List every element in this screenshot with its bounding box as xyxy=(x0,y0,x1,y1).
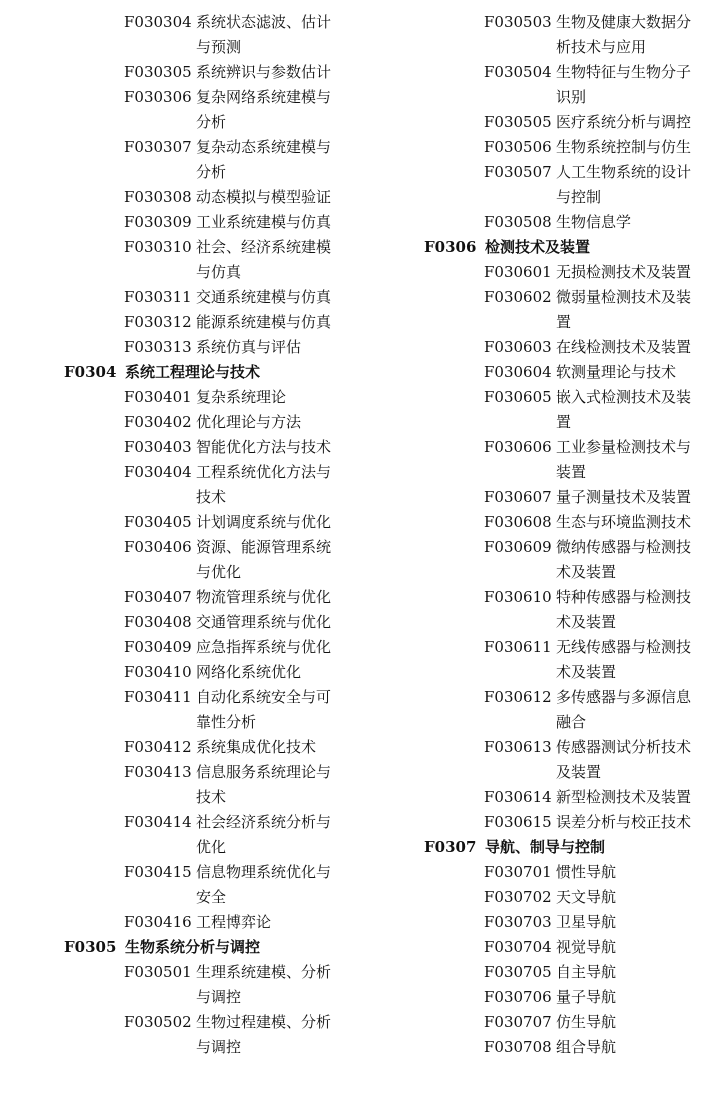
list-item xyxy=(424,435,714,485)
item-code: F030401 xyxy=(124,388,192,406)
list-item xyxy=(424,210,714,235)
item-code: F030307 xyxy=(124,138,192,156)
item-code: F030310 xyxy=(124,238,192,256)
section-code: F0307 xyxy=(424,838,477,856)
item-title: 系统集成优化技术 xyxy=(196,738,317,756)
list-item xyxy=(64,910,364,935)
item-title: 自主导航 xyxy=(556,963,617,981)
list-item xyxy=(64,410,364,435)
item-title: 智能优化方法与技术 xyxy=(196,438,332,456)
item-title: 微纳传感器与检测技术及装置 xyxy=(556,538,692,581)
item-code: F030304 xyxy=(124,13,192,31)
list-item xyxy=(424,135,714,160)
item-title: 医疗系统分析与调控 xyxy=(556,113,692,131)
section-heading xyxy=(64,360,364,385)
item-title: 动态模拟与模型验证 xyxy=(196,188,332,206)
item-title: 卫星导航 xyxy=(556,913,617,931)
list-item xyxy=(424,510,714,535)
item-code: F030409 xyxy=(124,638,192,656)
item-code: F030602 xyxy=(484,288,552,306)
item-title: 复杂网络系统建模与分析 xyxy=(196,88,332,131)
item-title: 新型检测技术及装置 xyxy=(556,788,692,806)
item-code: F030313 xyxy=(124,338,192,356)
list-item xyxy=(424,960,714,985)
item-code: F030404 xyxy=(124,463,192,481)
item-code: F030506 xyxy=(484,138,552,156)
item-code: F030701 xyxy=(484,863,552,881)
item-code: F030607 xyxy=(484,488,552,506)
list-item xyxy=(424,285,714,335)
item-title: 自动化系统安全与可靠性分析 xyxy=(196,688,332,731)
item-code: F030613 xyxy=(484,738,552,756)
list-item xyxy=(64,610,364,635)
item-title: 软测量理论与技术 xyxy=(556,363,677,381)
item-code: F030606 xyxy=(484,438,552,456)
item-code: F030705 xyxy=(484,963,552,981)
list-item xyxy=(64,960,364,1010)
item-code: F030703 xyxy=(484,913,552,931)
list-item xyxy=(424,685,714,735)
list-item xyxy=(64,810,364,860)
item-code: F030708 xyxy=(484,1038,552,1056)
item-title: 无损检测技术及装置 xyxy=(556,263,692,281)
list-item xyxy=(64,635,364,660)
item-title: 组合导航 xyxy=(556,1038,617,1056)
list-item xyxy=(64,135,364,185)
list-item xyxy=(64,85,364,135)
item-title: 社会、经济系统建模与仿真 xyxy=(196,238,332,281)
item-code: F030311 xyxy=(124,288,192,306)
item-code: F030411 xyxy=(124,688,192,706)
item-code: F030604 xyxy=(484,363,552,381)
item-title: 复杂系统理论 xyxy=(196,388,287,406)
list-item xyxy=(64,60,364,85)
item-code: F030309 xyxy=(124,213,192,231)
item-code: F030702 xyxy=(484,888,552,906)
item-code: F030503 xyxy=(484,13,552,31)
item-title: 生物信息学 xyxy=(556,213,632,231)
item-title: 视觉导航 xyxy=(556,938,617,956)
item-code: F030614 xyxy=(484,788,552,806)
item-code: F030609 xyxy=(484,538,552,556)
item-code: F030402 xyxy=(124,413,192,431)
item-code: F030406 xyxy=(124,538,192,556)
list-item xyxy=(424,360,714,385)
list-item xyxy=(64,435,364,460)
item-title: 网络化系统优化 xyxy=(196,663,302,681)
item-title: 计划调度系统与优化 xyxy=(196,513,332,531)
item-code: F030416 xyxy=(124,913,192,931)
section-title: 系统工程理论与技术 xyxy=(125,363,261,381)
item-code: F030704 xyxy=(484,938,552,956)
right-column xyxy=(424,10,714,1060)
list-item xyxy=(424,260,714,285)
list-item xyxy=(424,785,714,810)
item-title: 嵌入式检测技术及装置 xyxy=(556,388,692,431)
list-item xyxy=(64,210,364,235)
item-title: 生物过程建模、分析与调控 xyxy=(196,1013,332,1056)
item-title: 仿生导航 xyxy=(556,1013,617,1031)
list-item xyxy=(424,860,714,885)
section-heading xyxy=(424,835,714,860)
list-item xyxy=(424,335,714,360)
item-title: 能源系统建模与仿真 xyxy=(196,313,332,331)
item-title: 信息服务系统理论与技术 xyxy=(196,763,332,806)
list-item xyxy=(64,235,364,285)
item-code: F030408 xyxy=(124,613,192,631)
item-code: F030407 xyxy=(124,588,192,606)
item-code: F030415 xyxy=(124,863,192,881)
list-item xyxy=(64,510,364,535)
item-title: 复杂动态系统建模与分析 xyxy=(196,138,332,181)
list-item xyxy=(424,535,714,585)
item-code: F030707 xyxy=(484,1013,552,1031)
item-title: 无线传感器与检测技术及装置 xyxy=(556,638,692,681)
list-item xyxy=(424,735,714,785)
item-code: F030414 xyxy=(124,813,192,831)
list-item xyxy=(424,160,714,210)
list-item xyxy=(424,810,714,835)
list-item xyxy=(64,310,364,335)
item-code: F030603 xyxy=(484,338,552,356)
list-item xyxy=(424,10,714,60)
section-heading xyxy=(64,935,364,960)
item-title: 资源、能源管理系统与优化 xyxy=(196,538,332,581)
list-item xyxy=(424,110,714,135)
list-item xyxy=(424,885,714,910)
section-code: F0305 xyxy=(64,938,117,956)
item-title: 社会经济系统分析与优化 xyxy=(196,813,332,856)
item-title: 应急指挥系统与优化 xyxy=(196,638,332,656)
list-item xyxy=(424,1035,714,1060)
item-title: 交通系统建模与仿真 xyxy=(196,288,332,306)
item-title: 工程系统优化方法与技术 xyxy=(196,463,332,506)
item-code: F030508 xyxy=(484,213,552,231)
list-item xyxy=(64,385,364,410)
list-item xyxy=(424,585,714,635)
section-heading xyxy=(424,235,714,260)
item-title: 优化理论与方法 xyxy=(196,413,302,431)
item-title: 传感器测试分析技术及装置 xyxy=(556,738,692,781)
item-title: 系统辨识与参数估计 xyxy=(196,63,332,81)
list-item xyxy=(64,535,364,585)
list-item xyxy=(64,585,364,610)
item-title: 人工生物系统的设计与控制 xyxy=(556,163,692,206)
left-column xyxy=(64,10,364,1060)
list-item xyxy=(64,335,364,360)
item-code: F030308 xyxy=(124,188,192,206)
item-title: 特种传感器与检测技术及装置 xyxy=(556,588,692,631)
item-code: F030305 xyxy=(124,63,192,81)
item-code: F030615 xyxy=(484,813,552,831)
item-title: 物流管理系统与优化 xyxy=(196,588,332,606)
item-code: F030611 xyxy=(484,638,552,656)
item-code: F030507 xyxy=(484,163,552,181)
item-code: F030501 xyxy=(124,963,192,981)
list-item xyxy=(64,460,364,510)
list-item xyxy=(424,910,714,935)
list-item xyxy=(64,1010,364,1060)
item-code: F030505 xyxy=(484,113,552,131)
list-item xyxy=(64,660,364,685)
item-code: F030312 xyxy=(124,313,192,331)
section-code: F0304 xyxy=(64,363,117,381)
item-title: 生物特征与生物分子识别 xyxy=(556,63,692,106)
item-code: F030502 xyxy=(124,1013,192,1031)
list-item xyxy=(424,485,714,510)
item-title: 量子导航 xyxy=(556,988,617,1006)
item-title: 多传感器与多源信息融合 xyxy=(556,688,692,731)
list-item xyxy=(424,385,714,435)
item-code: F030601 xyxy=(484,263,552,281)
item-code: F030405 xyxy=(124,513,192,531)
item-title: 生物系统控制与仿生 xyxy=(556,138,692,156)
item-title: 交通管理系统与优化 xyxy=(196,613,332,631)
item-title: 惯性导航 xyxy=(556,863,617,881)
list-item xyxy=(64,685,364,735)
item-code: F030605 xyxy=(484,388,552,406)
section-title: 生物系统分析与调控 xyxy=(125,938,261,956)
list-item xyxy=(64,860,364,910)
item-code: F030412 xyxy=(124,738,192,756)
item-title: 工业参量检测技术与装置 xyxy=(556,438,692,481)
item-title: 工业系统建模与仿真 xyxy=(196,213,332,231)
list-item xyxy=(64,735,364,760)
item-code: F030504 xyxy=(484,63,552,81)
list-item xyxy=(424,60,714,110)
item-title: 在线检测技术及装置 xyxy=(556,338,692,356)
item-code: F030608 xyxy=(484,513,552,531)
item-code: F030403 xyxy=(124,438,192,456)
item-code: F030413 xyxy=(124,763,192,781)
item-title: 生态与环境监测技术 xyxy=(556,513,692,531)
list-item xyxy=(424,985,714,1010)
item-title: 生理系统建模、分析与调控 xyxy=(196,963,332,1006)
item-title: 误差分析与校正技术 xyxy=(556,813,692,831)
item-title: 系统状态滤波、估计与预测 xyxy=(196,13,332,56)
list-item xyxy=(64,185,364,210)
item-code: F030306 xyxy=(124,88,192,106)
list-item xyxy=(64,760,364,810)
item-code: F030612 xyxy=(484,688,552,706)
item-code: F030610 xyxy=(484,588,552,606)
item-title: 工程博弈论 xyxy=(196,913,272,931)
item-title: 量子测量技术及装置 xyxy=(556,488,692,506)
item-title: 信息物理系统优化与安全 xyxy=(196,863,332,906)
list-item xyxy=(424,935,714,960)
item-code: F030706 xyxy=(484,988,552,1006)
section-title: 检测技术及装置 xyxy=(485,238,591,256)
list-item xyxy=(64,10,364,60)
section-code: F0306 xyxy=(424,238,477,256)
list-item xyxy=(424,1010,714,1035)
item-title: 天文导航 xyxy=(556,888,617,906)
item-code: F030410 xyxy=(124,663,192,681)
list-item xyxy=(64,285,364,310)
item-title: 微弱量检测技术及装置 xyxy=(556,288,692,331)
section-title: 导航、制导与控制 xyxy=(485,838,606,856)
list-item xyxy=(424,635,714,685)
item-title: 系统仿真与评估 xyxy=(196,338,302,356)
item-title: 生物及健康大数据分析技术与应用 xyxy=(556,13,692,56)
